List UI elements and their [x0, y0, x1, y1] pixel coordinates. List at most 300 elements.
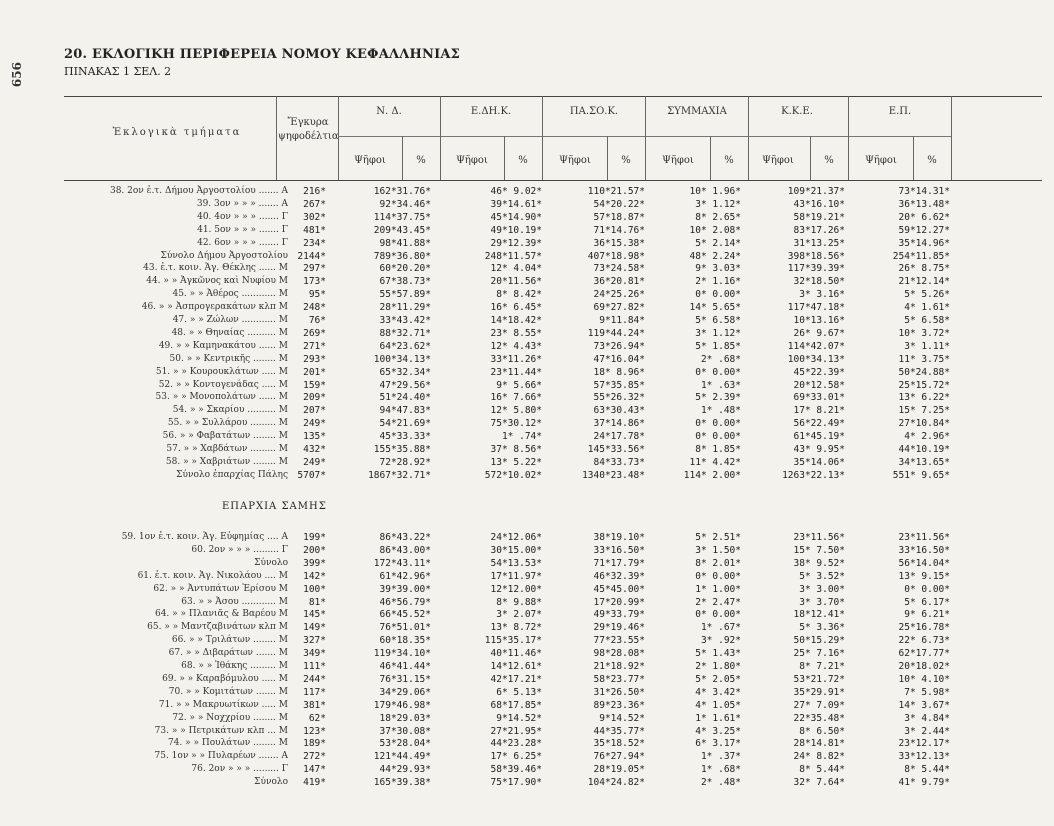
cell-ep: 34*13.65*: [898, 456, 950, 468]
header-percent: %: [824, 155, 834, 166]
cell-v: 327*: [303, 635, 326, 647]
header-percent: %: [927, 155, 937, 166]
cell-nd: 76*31.15*: [379, 673, 431, 685]
cell-edik: 17* 6.25*: [490, 751, 542, 763]
cell-v: 297*: [303, 263, 326, 275]
cell-pasok: 46*32.39*: [593, 570, 645, 582]
table-row: [0, 622, 1054, 633]
cell-v: 189*: [303, 738, 326, 750]
table-row: [0, 700, 1054, 711]
cell-ep: 27*10.84*: [898, 418, 950, 430]
cell-pasok: 45*45.00*: [593, 583, 645, 595]
cell-kke: 17* 8.21*: [793, 405, 845, 417]
cell-pasok: 44*35.77*: [593, 725, 645, 737]
table-row: [0, 431, 1054, 442]
cell-kke: 3* 3.00*: [799, 583, 845, 595]
cell-nd: 66*45.52*: [379, 609, 431, 621]
cell-edik: 39*14.61*: [490, 198, 542, 210]
cell-edik: 42*17.21*: [490, 673, 542, 685]
cell-nd: 46*56.79*: [379, 596, 431, 608]
cell-nd: 60*18.35*: [379, 635, 431, 647]
cell-pasok: 9*11.84*: [599, 315, 645, 326]
cell-kke: 15* 7.50*: [793, 544, 845, 556]
cell-sym: 9* 3.03*: [695, 263, 741, 275]
header-party-rule: [338, 136, 440, 137]
col-divider: [276, 96, 277, 180]
table-row: [0, 571, 1054, 582]
cell-pasok: 29*19.46*: [593, 622, 645, 634]
cell-kke: 23*11.56*: [793, 532, 845, 543]
cell-pasok: 33*16.50*: [593, 544, 645, 556]
cell-ep: 5* 5.26*: [904, 289, 950, 301]
district-label: 63. » » Ἀσου ............ Μ: [181, 596, 288, 607]
cell-v: 123*: [303, 725, 326, 737]
cell-ep: 4* 2.96*: [904, 431, 950, 443]
cell-pasok: 407*18.98*: [587, 250, 645, 262]
table-row: [0, 315, 1054, 326]
cell-edik: 13* 5.22*: [490, 456, 542, 468]
cell-nd: 37*30.08*: [379, 725, 431, 737]
district-label: 44. » » Ἀγκῶνος καὶ Νυφίου Μ: [146, 276, 288, 287]
table-row: [0, 289, 1054, 300]
cell-sym: 1* .48*: [700, 405, 741, 417]
cell-kke: 58*19.21*: [793, 211, 845, 223]
table-row: [0, 328, 1054, 339]
cell-sym: 48* 2.24*: [689, 250, 741, 262]
cell-edik: 17*11.97*: [490, 570, 542, 582]
cell-ep: 22* 6.73*: [898, 635, 950, 647]
district-label: 71. » » Μακρυωτίκων ..... Μ: [158, 699, 288, 710]
cell-ep: 13* 9.15*: [898, 570, 950, 582]
cell-v: 142*: [303, 570, 326, 582]
district-label: 42. 6ον » » » ....... Γ: [197, 237, 288, 248]
cell-pasok: 38*19.10*: [593, 532, 645, 543]
cell-ep: 73*14.31*: [898, 186, 950, 197]
header-votes: Ψῆφοι: [865, 155, 897, 166]
cell-pasok: 1340*23.48*: [582, 469, 645, 481]
header-party: Ε.ΔΗ.Κ.: [470, 106, 512, 117]
cell-edik: 14*18.42*: [490, 315, 542, 326]
cell-v: 302*: [303, 211, 326, 223]
cell-ep: 23*12.17*: [898, 738, 950, 750]
cell-kke: 61*45.19*: [793, 431, 845, 443]
header-percent: %: [621, 155, 631, 166]
cell-nd: 86*43.22*: [379, 532, 431, 543]
cell-ep: 41* 9.79*: [898, 777, 950, 789]
cell-nd: 100*34.13*: [373, 353, 431, 365]
district-label: 72. » » Νοχχρίου ........ Μ: [172, 712, 288, 723]
cell-edik: 12*12.00*: [490, 583, 542, 595]
district-label: Σύνολο: [254, 777, 288, 788]
district-label: Σύνολο: [254, 557, 288, 568]
table-row: [0, 713, 1054, 724]
cell-nd: 162*31.76*: [373, 186, 431, 197]
cell-pasok: 76*27.94*: [593, 751, 645, 763]
district-label: 53. » » Μονοπολάτων ...... Μ: [155, 392, 288, 403]
cell-pasok: 73*26.94*: [593, 340, 645, 352]
district-label: 68. » » Ἰθάκης ......... Μ: [181, 661, 288, 671]
cell-ep: 23*11.56*: [898, 532, 950, 543]
cell-sym: 1* .63*: [700, 379, 741, 391]
cell-kke: 35*29.91*: [793, 686, 845, 698]
table-row: [0, 186, 1054, 197]
district-label: Σύνολο Δήμου Ἀργοστολίου: [160, 250, 288, 261]
page-number: 656: [10, 62, 24, 88]
cell-sym: 5* 2.51*: [695, 532, 741, 543]
header-percent: %: [518, 155, 528, 166]
cell-v: 173*: [303, 276, 326, 288]
cell-edik: 12* 5.80*: [490, 405, 542, 417]
cell-pasok: 21*18.92*: [593, 661, 645, 672]
cell-edik: 12* 4.04*: [490, 263, 542, 275]
district-label: 62. » » Ἀντυπάτων Ἐρίσου Μ: [153, 583, 288, 594]
district-label: 74. » » Πουλάτων ........ Μ: [167, 738, 288, 749]
cell-v: 248*: [303, 302, 326, 314]
district-label: 73. » » Πετρικάτων κλπ ... Μ: [154, 725, 288, 736]
cell-sym: 0* 0.00*: [695, 431, 741, 443]
header-percent: %: [724, 155, 734, 166]
header-votes: Ψῆφοι: [762, 155, 794, 166]
cell-sym: 0* 0.00*: [695, 570, 741, 582]
header-party: Κ.Κ.Ε.: [781, 106, 813, 117]
cell-nd: 179*46.98*: [373, 699, 431, 711]
cell-ep: 5* 6.58*: [904, 315, 950, 326]
cell-sym: 5* 6.58*: [695, 315, 741, 326]
district-label: 61. ἐ.τ. κοιν. Ἁγ. Νικολάου .... Μ: [137, 570, 288, 581]
cell-v: 399*: [303, 557, 326, 569]
header-votes: Ψῆφοι: [456, 155, 488, 166]
table-row: [0, 405, 1054, 416]
header-party: ΠΑ.ΣΟ.Κ.: [569, 106, 619, 117]
cell-kke: 5* 3.36*: [799, 622, 845, 634]
col-divider: [607, 136, 608, 180]
header-valid-votes: Ἔγκυρα ψηφοδέλτια: [278, 117, 339, 142]
header-party-rule: [440, 136, 542, 137]
district-label: 49. » » Καμηνακάτου ...... Μ: [158, 340, 288, 351]
cell-ep: 5* 6.17*: [904, 596, 950, 608]
table-row: [0, 726, 1054, 737]
table-row: [0, 225, 1054, 236]
cell-ep: 254*11.85*: [892, 250, 950, 262]
cell-ep: 44*10.19*: [898, 444, 950, 455]
cell-sym: 5* 2.39*: [695, 392, 741, 404]
district-label: 64. » » Πλανιᾶς & Βαρέου Μ: [154, 609, 288, 620]
cell-ep: 20*18.02*: [898, 661, 950, 672]
cell-ep: 551* 9.65*: [892, 469, 950, 481]
cell-sym: 1* .37*: [700, 751, 741, 763]
col-divider: [402, 136, 403, 180]
cell-ep: 35*14.96*: [898, 237, 950, 249]
cell-pasok: 54*20.22*: [593, 198, 645, 210]
cell-kke: 32*18.50*: [793, 276, 845, 288]
cell-sym: 3* 1.50*: [695, 544, 741, 556]
district-label: 52. » » Κοντογενάδας ..... Μ: [158, 379, 288, 390]
cell-v: 147*: [303, 764, 326, 776]
cell-kke: 43*16.10*: [793, 198, 845, 210]
district-label: 54. » » Σκαρίου .......... Μ: [172, 405, 288, 416]
cell-ep: 15* 7.25*: [898, 405, 950, 417]
cell-pasok: 24*17.78*: [593, 431, 645, 443]
cell-kke: 100*34.13*: [787, 353, 845, 365]
cell-edik: 44*23.28*: [490, 738, 542, 750]
cell-kke: 109*21.37*: [787, 186, 845, 197]
col-divider: [951, 96, 952, 180]
table-row: [0, 764, 1054, 775]
header-party: Ν. Δ.: [376, 106, 402, 117]
cell-edik: 37* 8.56*: [490, 444, 542, 455]
cell-edik: 49*10.19*: [490, 224, 542, 236]
table-row: [0, 380, 1054, 391]
cell-edik: 29*12.39*: [490, 237, 542, 249]
cell-v: 269*: [303, 327, 326, 339]
cell-ep: 7* 5.98*: [904, 686, 950, 698]
cell-edik: 30*15.00*: [490, 544, 542, 556]
district-label: 38. 2ον ἐ.τ. Δήμου Ἀργοστολίου ....... Α: [109, 186, 288, 196]
district-label: 46. » » Ἀσπρογερακάτων κλπ Μ: [141, 302, 288, 313]
cell-sym: 0* 0.00*: [695, 289, 741, 301]
cell-v: 481*: [303, 224, 326, 236]
header-party-rule: [543, 136, 645, 137]
cell-pasok: 49*33.79*: [593, 609, 645, 621]
cell-v: 381*: [303, 699, 326, 711]
header-votes: Ψῆφοι: [559, 155, 591, 166]
cell-v: 201*: [303, 366, 326, 378]
cell-ep: 20* 6.62*: [898, 211, 950, 223]
cell-kke: 8* 6.50*: [799, 725, 845, 737]
district-label: 51. » » Κουρουκλάτων ..... Μ: [155, 366, 288, 377]
cell-edik: 115*35.17*: [484, 635, 542, 647]
cell-sym: 2* 1.80*: [695, 661, 741, 672]
cell-edik: 14*12.61*: [490, 661, 542, 672]
cell-edik: 16* 6.45*: [490, 302, 542, 314]
cell-v: 249*: [303, 418, 326, 430]
cell-kke: 31*13.25*: [793, 237, 845, 249]
cell-pasok: 71*14.76*: [593, 224, 645, 236]
cell-pasok: 57*18.87*: [593, 211, 645, 223]
cell-v: 81*: [308, 596, 326, 608]
table-row: [0, 238, 1054, 249]
table-row: [0, 558, 1054, 569]
cell-pasok: 145*33.56*: [587, 444, 645, 455]
cell-sym: 4* 3.42*: [695, 686, 741, 698]
cell-nd: 44*29.93*: [379, 764, 431, 776]
cell-sym: 3* .92*: [700, 635, 741, 647]
cell-v: 149*: [303, 622, 326, 634]
cell-pasok: 119*44.24*: [587, 327, 645, 339]
cell-kke: 5* 3.52*: [799, 570, 845, 582]
cell-v: 76*: [308, 315, 326, 326]
district-label: 69. » » Καραβόμυλου ..... Μ: [162, 673, 288, 684]
cell-v: 419*: [303, 777, 326, 789]
table-row: [0, 263, 1054, 274]
cell-edik: 46* 9.02*: [490, 186, 542, 197]
header-bottom-rule: [64, 180, 1042, 181]
table-row: [0, 751, 1054, 762]
cell-nd: 88*32.71*: [379, 327, 431, 339]
cell-kke: 38* 9.52*: [793, 557, 845, 569]
district-label: 41. 5ον » » » ....... Γ: [197, 224, 288, 235]
cell-nd: 46*41.44*: [379, 661, 431, 672]
cell-ep: 14* 3.67*: [898, 699, 950, 711]
cell-sym: 1* .68*: [700, 764, 741, 776]
cell-pasok: 24*25.26*: [593, 289, 645, 301]
table-row: [0, 738, 1054, 749]
cell-v: 209*: [303, 392, 326, 404]
cell-pasok: 55*26.32*: [593, 392, 645, 404]
section-heading-sami: ΕΠΑΡΧΙΑ ΣΑΜΗΣ: [222, 501, 327, 512]
cell-ep: 10* 4.10*: [898, 673, 950, 685]
cell-nd: 65*32.34*: [379, 366, 431, 378]
cell-v: 117*: [303, 686, 326, 698]
cell-sym: 8* 2.65*: [695, 211, 741, 223]
table-row: [0, 302, 1054, 313]
cell-sym: 0* 0.00*: [695, 418, 741, 430]
cell-ep: 36*13.48*: [898, 198, 950, 210]
district-label: 48. » » Θηναίας .......... Μ: [171, 327, 288, 338]
cell-ep: 25*16.78*: [898, 622, 950, 634]
cell-sym: 5* 1.85*: [695, 340, 741, 352]
cell-ep: 56*14.04*: [898, 557, 950, 569]
cell-nd: 86*43.00*: [379, 544, 431, 556]
cell-pasok: 84*33.73*: [593, 456, 645, 468]
table-row: [0, 444, 1054, 455]
cell-edik: 12* 4.43*: [490, 340, 542, 352]
cell-nd: 51*24.40*: [379, 392, 431, 404]
cell-kke: 18*12.41*: [793, 609, 845, 621]
table-row: [0, 777, 1054, 788]
cell-ep: 33*16.50*: [898, 544, 950, 556]
cell-ep: 13* 6.22*: [898, 392, 950, 404]
cell-nd: 34*29.06*: [379, 686, 431, 698]
district-label: 47. » » Ζώλων ............ Μ: [172, 315, 288, 325]
cell-v: 145*: [303, 609, 326, 621]
cell-nd: 28*11.29*: [379, 302, 431, 314]
cell-v: 2144*: [297, 250, 326, 262]
cell-edik: 45*14.90*: [490, 211, 542, 223]
cell-pasok: 37*14.86*: [593, 418, 645, 430]
table-row: [0, 457, 1054, 468]
cell-sym: 3* 1.12*: [695, 327, 741, 339]
cell-sym: 1* .67*: [700, 622, 741, 634]
cell-pasok: 63*30.43*: [593, 405, 645, 417]
cell-nd: 45*33.33*: [379, 431, 431, 443]
district-label: 57. » » Χαβδάτων ......... Μ: [166, 444, 288, 454]
table-row: [0, 584, 1054, 595]
cell-sym: 5* 2.05*: [695, 673, 741, 685]
cell-nd: 54*21.69*: [379, 418, 431, 430]
cell-kke: 25* 7.16*: [793, 648, 845, 660]
cell-pasok: 69*27.82*: [593, 302, 645, 314]
cell-kke: 53*21.72*: [793, 673, 845, 685]
header-party: Ε.Π.: [888, 106, 912, 117]
cell-v: 111*: [303, 661, 326, 672]
cell-nd: 114*37.75*: [373, 211, 431, 223]
table-row: [0, 609, 1054, 620]
cell-nd: 209*43.45*: [373, 224, 431, 236]
cell-edik: 23*11.44*: [490, 366, 542, 378]
cell-edik: 24*12.06*: [490, 532, 542, 543]
header-districts: Ἐκλογικὰ τμήματα: [112, 127, 242, 138]
cell-kke: 8* 7.21*: [799, 661, 845, 672]
cell-kke: 8* 5.44*: [799, 764, 845, 776]
district-label: 58. » » Χαβριάτων ........ Μ: [165, 456, 288, 467]
cell-sym: 4* 1.05*: [695, 699, 741, 711]
table-subtitle: ΠΙΝΑΚΑΣ 1 ΣΕΛ. 2: [64, 65, 172, 78]
cell-kke: 45*22.39*: [793, 366, 845, 378]
table-row: [0, 341, 1054, 352]
cell-nd: 94*47.83*: [379, 405, 431, 417]
cell-pasok: 110*21.57*: [587, 186, 645, 197]
cell-v: 62*: [308, 712, 326, 724]
cell-pasok: 9*14.52*: [599, 712, 645, 724]
col-divider: [810, 136, 811, 180]
cell-nd: 61*42.96*: [379, 570, 431, 582]
cell-kke: 43* 9.95*: [793, 444, 845, 455]
cell-kke: 22*35.48*: [793, 712, 845, 724]
cell-nd: 64*23.62*: [379, 340, 431, 352]
cell-kke: 35*14.06*: [793, 456, 845, 468]
cell-v: 207*: [303, 405, 326, 417]
header-votes: Ψῆφοι: [354, 155, 386, 166]
cell-kke: 28*14.81*: [793, 738, 845, 750]
cell-v: 199*: [303, 532, 326, 543]
cell-v: 159*: [303, 379, 326, 391]
cell-nd: 18*29.03*: [379, 712, 431, 724]
cell-sym: 8* 1.85*: [695, 444, 741, 455]
table-row: [0, 635, 1054, 646]
cell-ep: 50*24.88*: [898, 366, 950, 378]
cell-pasok: 104*24.82*: [587, 777, 645, 789]
cell-pasok: 28*19.05*: [593, 764, 645, 776]
cell-ep: 10* 3.72*: [898, 327, 950, 339]
cell-kke: 24* 8.82*: [793, 751, 845, 763]
cell-v: 200*: [303, 544, 326, 556]
cell-edik: 54*13.53*: [490, 557, 542, 569]
table-row: [0, 545, 1054, 556]
cell-edik: 58*39.46*: [490, 764, 542, 776]
district-label: 43. ἐ.τ. κοιν. Ἁγ. Θέκλης ...... Μ: [143, 263, 288, 274]
header-top-rule: [64, 96, 1042, 97]
table-row: [0, 597, 1054, 608]
district-label: 55. » » Συλλάρου ......... Μ: [167, 418, 288, 429]
cell-nd: 72*28.92*: [379, 456, 431, 468]
cell-sym: 2* 2.47*: [695, 596, 741, 608]
cell-sym: 3* 1.12*: [695, 198, 741, 210]
cell-v: 349*: [303, 648, 326, 660]
cell-nd: 172*43.11*: [373, 557, 431, 569]
cell-edik: 75*30.12*: [490, 418, 542, 430]
table-row: [0, 251, 1054, 262]
cell-edik: 3* 2.07*: [496, 609, 542, 621]
cell-edik: 13* 8.72*: [490, 622, 542, 634]
district-label: 65. » » Μαντζαβινάτων κλπ Μ: [147, 622, 288, 633]
cell-kke: 3* 3.16*: [799, 289, 845, 301]
cell-nd: 76*51.01*: [379, 622, 431, 634]
cell-pasok: 36*20.81*: [593, 276, 645, 288]
cell-sym: 2* .68*: [700, 353, 741, 365]
cell-v: 95*: [308, 289, 326, 301]
cell-nd: 53*28.04*: [379, 738, 431, 750]
district-label: 59. 1ον ἐ.τ. κοιν. Ἁγ. Εὐφημίας .... Α: [121, 532, 288, 542]
cell-pasok: 98*28.08*: [593, 648, 645, 660]
cell-ep: 59*12.27*: [898, 224, 950, 236]
col-divider: [504, 136, 505, 180]
cell-nd: 67*38.73*: [379, 276, 431, 288]
cell-kke: 32* 7.64*: [793, 777, 845, 789]
cell-pasok: 17*20.99*: [593, 596, 645, 608]
district-label: 70. » » Κομιτάτων ....... Μ: [168, 686, 288, 697]
cell-sym: 5* 1.43*: [695, 648, 741, 660]
